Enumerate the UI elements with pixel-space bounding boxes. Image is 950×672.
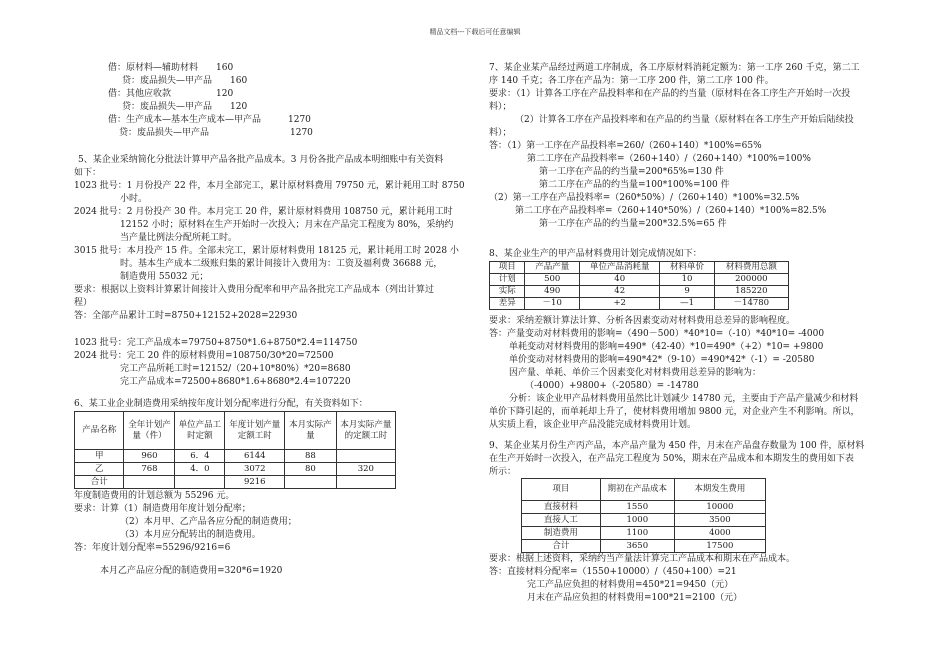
table-cell: 1000 [600, 514, 674, 527]
table-cell: 6144 [225, 450, 285, 463]
q7-line: （2）计算各工序在产品投料率和在产品的约当量（原材料在各工序生产开始后陆续投 [515, 115, 854, 125]
q7-line: （2）第一工序在产品投料率=（260*50%）/（260+140）*100%=32.5% [489, 193, 800, 203]
q8-line: 要求：采纳差额计算法计算、分析各因素变动对材料费用总差异的影响程度。 [489, 316, 796, 326]
table-row [490, 274, 789, 286]
table-cell: －10 [525, 298, 580, 310]
table-cell: 10000 [674, 501, 765, 514]
table-header-cell: 项目 [490, 262, 525, 274]
table-cell: 制造费用 [522, 527, 601, 540]
q9-line: 完工产品应负担的材料费用=450*21=9450（元） [527, 580, 734, 590]
table-cell: 80 [285, 463, 337, 476]
q9-line: 答：直接材料分配率=（1550+10000）/（450+100）=21 [489, 567, 737, 577]
q5-line: 1023 批号：完工产品成本=79750+8750*1.6+8750*2.4=114750 [74, 338, 358, 348]
table-header-cell: 单位产品工时定额 [175, 412, 225, 450]
table-cell: 甲 [75, 450, 124, 463]
q6-line: 年度制造费用的计划总额为 55296 元。 [74, 491, 235, 501]
table-header-cell: 产品名称 [75, 412, 124, 450]
table-cell: 1100 [600, 527, 674, 540]
journal-line: 贷：废品损失—甲产品 120 [122, 102, 248, 112]
journal-line: 借：其他应收款 120 [108, 89, 234, 99]
table-cell: —1 [660, 298, 714, 310]
q8-line: 单价变动对材料费用的影响=490*42*（9-10）=490*42*（-1）= -20580 [509, 355, 815, 365]
table-cell: 4．0 [175, 463, 225, 476]
table-cell [285, 476, 337, 489]
q8-line: （-4000）+9800+（-20580）= -14780 [525, 381, 699, 391]
table-cell: 9216 [225, 476, 285, 489]
q7-line: 答：（1）第一工序在产品投料率=260/（260+140）*100%=65% [489, 141, 762, 151]
table-cell: 88 [285, 450, 337, 463]
q9-line: 9、某企业某月份生产丙产品，本产品产量为 450 件，月末在产品盘存数量为 100 件，原材料 [489, 441, 865, 451]
table-header-row [75, 412, 396, 450]
q5-line: 1023 批号：1 月份投产 22 件，本月全部完工，累计原材料费用 79750 元，累计耗用工时 8750 [74, 181, 465, 191]
q5-line: 小时。 [120, 194, 148, 204]
table-row [75, 476, 396, 489]
q5-line: 2024 批号：完工 20 件的原材料费用=108750/30*20=72500 [74, 351, 334, 361]
page-header: 精品文档---下载后可任意编辑 [429, 28, 521, 36]
table-cell: 实际 [490, 286, 525, 298]
table-cell: 42 [579, 286, 659, 298]
table-cell: －14780 [714, 298, 788, 310]
q5-line: 制造费用 55032 元； [120, 272, 209, 282]
table-row [75, 463, 396, 476]
q7-line: 第一工序在产品的约当量=200*32.5%=65 件 [539, 219, 727, 229]
table-cell: 17500 [674, 540, 765, 553]
table-row [522, 501, 766, 514]
q5-line: 程） [74, 298, 93, 308]
table-cell: 320 [336, 463, 395, 476]
table-row [522, 540, 766, 553]
q7-line: 7、某企业某产品经过两道工序制成，各工序原材料消耗定额为：第一工序 260 千克，第二工 [489, 63, 860, 73]
table-row [522, 527, 766, 540]
table-cell: 40 [579, 274, 659, 286]
table-cell: 9 [660, 286, 714, 298]
q6-line: 本月乙产品应分配的制造费用=320*6=1920 [100, 566, 283, 576]
table-cell: 10 [660, 274, 714, 286]
q8-line: 单耗变动对材料费用的影响=490*（42-40）*10=490*（+2）*10= +9800 [509, 342, 824, 352]
q6-line: 要求：计算（1）制造费用年度计划分配率； [74, 504, 251, 514]
table-row [75, 450, 396, 463]
table-cell: 合计 [75, 476, 124, 489]
q5-line: 完工产品成本=72500+8680*1.6+8680*2.4=107220 [120, 377, 351, 387]
q5-line: 答：全部产品累计工时=8750+12152+2028=22930 [74, 311, 298, 321]
table-row [522, 514, 766, 527]
q5-line: 2024 批号：2 月份投产 30 件。本月完工 20 件，累计原材料费用 108750 元，累计耗用工时 [74, 207, 453, 217]
table-header-row [522, 479, 766, 501]
journal-line: 贷：废品损失—甲产品 1270 [119, 128, 313, 138]
q6-line: （3）本月应分配转出的制造费用。 [120, 530, 261, 540]
table-cell: 1550 [600, 501, 674, 514]
q8-title: 8、某企业生产的甲产品材料费用计划完成情况如下： [489, 249, 702, 259]
q7-line: 第一工序在产品的约当量=200*65%=130 件 [539, 167, 724, 177]
q5-line: 当产量比例法分配所耗工时。 [120, 233, 238, 243]
table-header-cell: 项目 [522, 479, 601, 501]
q7-line: 第二工序在产品投料率=（260+140）/（260+140）*100%=100% [527, 154, 811, 164]
table-cell: 4000 [674, 527, 765, 540]
table-header-cell: 产品产量 [525, 262, 580, 274]
table-cell [124, 476, 175, 489]
q7-line: 料）； [489, 102, 512, 112]
table-cell: 3072 [225, 463, 285, 476]
table-header-cell: 单位产品消耗量 [579, 262, 659, 274]
table-cell: 500 [525, 274, 580, 286]
table-cell: 3500 [674, 514, 765, 527]
q5-line: 完工产品所耗工时=12152/（20+10*80%）*20=8680 [120, 364, 351, 374]
table-cell: 合计 [522, 540, 601, 553]
table-row [490, 286, 789, 298]
q9-line: 在生产开始时一次投入，在产品完工程度为 50%，期末在产品成本和本期发生的费用如下表 [489, 454, 854, 464]
table-header-cell: 材料单价 [660, 262, 714, 274]
q8-line: 因产量、单耗、单价三个因素变化对材料费用总差异的影响为： [509, 368, 762, 378]
table-header-cell: 材料费用总额 [714, 262, 788, 274]
table-cell: 6．4 [175, 450, 225, 463]
table-row [490, 298, 789, 310]
q8-line: 单价下降引起的，而单耗却上升了，使材料费用增加 9800 元，对企业产生不利影响。所以， [489, 407, 860, 417]
q5-line: 如下： [74, 168, 102, 178]
right-column [475, 0, 950, 672]
table-header-row [490, 262, 789, 274]
table-cell [336, 476, 395, 489]
q6-table [74, 411, 396, 489]
journal-line: 借：生产成本—基本生产成本—甲产品 1270 [108, 115, 311, 125]
table-cell: 乙 [75, 463, 124, 476]
q9-table [521, 478, 766, 553]
q5-line: 5、某企业采纳简化分批法计算甲产品各批产品成本。3 月份各批产品成本明细账中有关资料 [78, 155, 444, 165]
table-header-cell: 本月实际产量 [285, 412, 337, 450]
q7-line: 要求：（1）计算各工序在产品投料率和在产品的约当量（原材料在各工序生产开始时一次投 [489, 89, 851, 99]
q9-line: 所示： [489, 467, 517, 477]
q7-line: 序 140 千克；各工序在产品为：第一工序 200 件，第二工序 100 件。 [489, 76, 774, 86]
table-cell [336, 450, 395, 463]
table-header-cell: 本期发生费用 [674, 479, 765, 501]
q8-line: 从实质上看，该企业甲产品没能完成材料费用计划。 [489, 420, 697, 430]
table-cell: 计划 [490, 274, 525, 286]
q6-line: （2）本月甲、乙产品各应分配的制造费用； [120, 517, 297, 527]
table-cell: 490 [525, 286, 580, 298]
table-cell [175, 476, 225, 489]
q8-line: 答：产量变动对材料费用的影响=（490－500）*40*10=（-10）*40*10= -4000 [489, 329, 825, 339]
q8-table [489, 261, 789, 310]
table-header-cell: 期初在产品成本 [600, 479, 674, 501]
table-cell: 768 [124, 463, 175, 476]
table-header-cell: 本月实际产量的定额工时 [336, 412, 395, 450]
q5-line: 12152 小时；原材料在生产开始时一次投入；月末在产品完工程度为 80%，采纳约 [120, 220, 454, 230]
table-cell: 差异 [490, 298, 525, 310]
q5-line: 时。基本生产成本二级账归集的累计间接计入费用为：工资及福利费 36688 元， [120, 259, 443, 269]
journal-line: 贷：废品损失—甲产品 160 [122, 76, 248, 86]
q7-line: 料）； [489, 128, 512, 138]
table-cell: 960 [124, 450, 175, 463]
table-cell: 200000 [714, 274, 788, 286]
q9-line: 月末在产品应负担的材料费用=100*21=2100（元） [527, 593, 743, 603]
table-cell: 3650 [600, 540, 674, 553]
table-cell: 直接人工 [522, 514, 601, 527]
q7-line: 第二工序在产品投料率=（260+140*50%）/（260+140）*100%=82.5% [515, 206, 827, 216]
table-header-cell: 年度计划产量定额工时 [225, 412, 285, 450]
q9-line: 要求：根据上述资料，采纳约当产量法计算完工产品成本和期末在产品成本。 [489, 554, 796, 564]
q5-line: 3015 批号：本月投产 15 件。全部未完工，累计原材料费用 18125 元，累计耗用工时 2028 小 [74, 246, 459, 256]
q8-line: 分析：该企业甲产品材料费用虽然比计划减少 14780 元，主要由于产品产量减少和材料 [509, 394, 859, 404]
table-cell: +2 [579, 298, 659, 310]
table-header-cell: 全年计划产量（件） [124, 412, 175, 450]
q6-title: 6、某工业企业制造费用采纳按年度计划分配率进行分配，有关资料如下： [74, 399, 368, 409]
q5-line: 要求：根据以上资料计算累计间接计入费用分配率和甲产品各批完工产品成本（列出计算过 [74, 285, 435, 295]
table-cell: 185220 [714, 286, 788, 298]
q7-line: 第二工序在产品的约当量=100*100%=100 件 [539, 180, 730, 190]
q6-line: 答：年度计划分配率=55296/9216=6 [74, 543, 231, 553]
journal-line: 借：原材料—辅助材料 160 [108, 63, 234, 73]
table-cell: 直接材料 [522, 501, 601, 514]
